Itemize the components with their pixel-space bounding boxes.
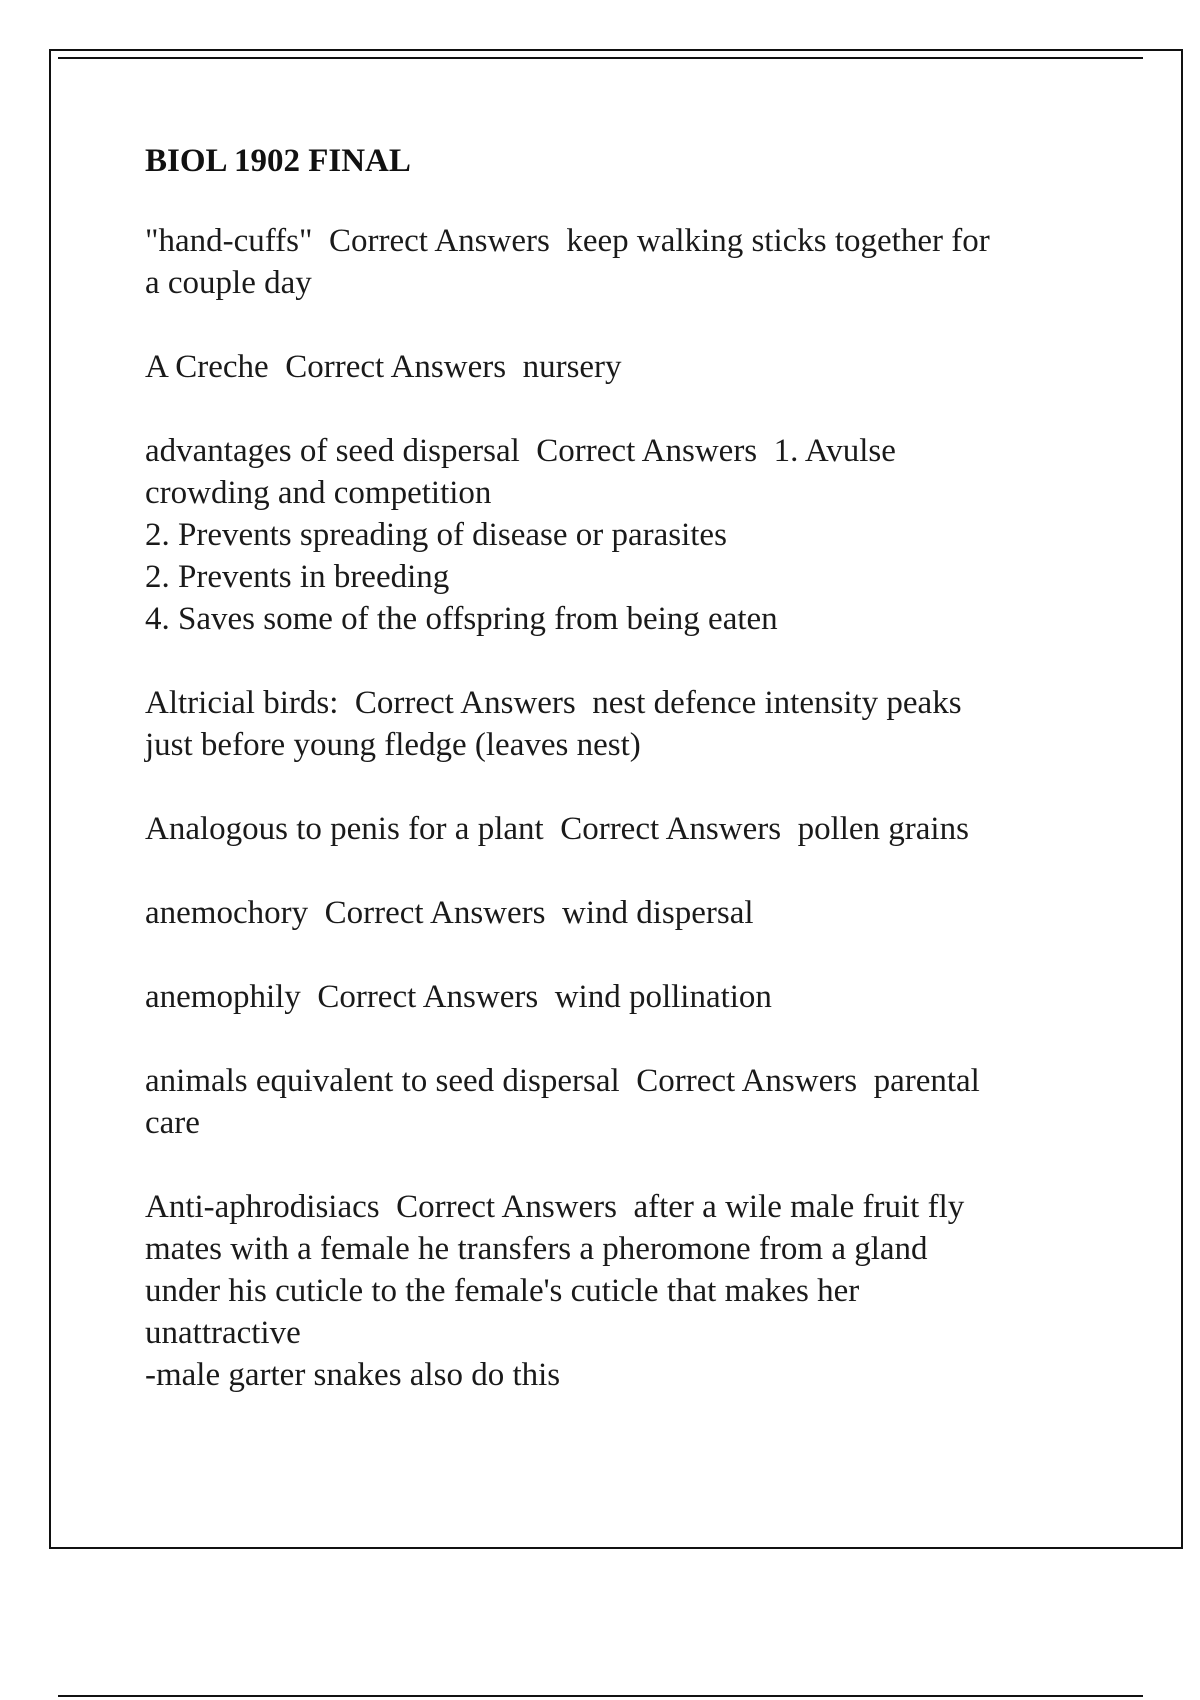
qa-entry: [145, 1060, 1095, 1144]
qa-answer-line: just before young fledge (leaves nest): [145, 727, 641, 763]
qa-term: Altricial birds:: [145, 685, 339, 721]
qa-term: Anti-aphrodisiacs: [145, 1189, 380, 1225]
entries-list: [145, 220, 1095, 1396]
document-title: BIOL 1902 FINAL: [145, 143, 411, 179]
qa-first-line: [145, 430, 1095, 472]
qa-answer-line: 1. Avulse: [773, 433, 896, 469]
qa-answer-line: wind dispersal: [561, 895, 754, 931]
qa-answer-line: after a wile male fruit fly: [633, 1189, 965, 1225]
qa-entry: [145, 682, 1095, 766]
qa-answer-line: mates with a female he transfers a pheromone from a gland: [145, 1231, 928, 1267]
qa-term: animals equivalent to seed dispersal: [145, 1063, 620, 1099]
qa-answer-line: care: [145, 1105, 200, 1141]
qa-answer-line: nest defence intensity peaks: [592, 685, 962, 721]
qa-separator: Correct Answers: [338, 685, 593, 721]
qa-term: A Creche: [145, 349, 269, 385]
qa-first-line: [145, 892, 1095, 934]
qa-separator: Correct Answers: [300, 979, 555, 1015]
qa-first-line: [145, 220, 1095, 262]
qa-separator: Correct Answers: [619, 1063, 874, 1099]
qa-answer-line: crowding and competition: [145, 475, 492, 511]
qa-first-line: [145, 1060, 1095, 1102]
qa-term: "hand-cuffs": [145, 223, 313, 259]
qa-answer-line: -male garter snakes also do this: [145, 1357, 561, 1393]
bottom-rule: [58, 1695, 1143, 1697]
qa-separator: Correct Answers: [519, 433, 774, 469]
qa-answer-line: under his cuticle to the female's cuticle that makes her: [145, 1273, 860, 1309]
qa-answer-line: 2. Prevents spreading of disease or parasites: [145, 517, 727, 553]
qa-entry: [145, 808, 1095, 850]
qa-separator: Correct Answers: [312, 223, 567, 259]
qa-separator: Correct Answers: [543, 811, 798, 847]
qa-entry: [145, 1186, 1095, 1396]
qa-separator: Correct Answers: [379, 1189, 634, 1225]
qa-answer-line: parental: [873, 1063, 980, 1099]
qa-answer-line: pollen grains: [797, 811, 969, 847]
qa-answer-line: 2. Prevents in breeding: [145, 559, 450, 595]
qa-term: Analogous to penis for a plant: [145, 811, 544, 847]
qa-answer-line: a couple day: [145, 265, 312, 301]
qa-first-line: [145, 346, 1095, 388]
qa-entry: [145, 220, 1095, 304]
qa-separator: Correct Answers: [268, 349, 523, 385]
qa-entry: [145, 892, 1095, 934]
qa-term: anemophily: [145, 979, 301, 1015]
qa-separator: Correct Answers: [308, 895, 562, 931]
qa-first-line: [145, 976, 1095, 1018]
qa-answer-line: nursery: [522, 349, 622, 385]
qa-entry: [145, 346, 1095, 388]
qa-entry: [145, 976, 1095, 1018]
qa-answer-line: unattractive: [145, 1315, 301, 1351]
qa-first-line: [145, 808, 1095, 850]
document-body: [145, 140, 1095, 1438]
qa-first-line: [145, 1186, 1095, 1228]
qa-term: anemochory: [145, 895, 309, 931]
qa-answer-line: keep walking sticks together for: [566, 223, 990, 259]
qa-entry: [145, 430, 1095, 640]
qa-term: advantages of seed dispersal: [145, 433, 520, 469]
qa-answer-line: 4. Saves some of the offspring from being eaten: [145, 601, 778, 637]
qa-answer-line: wind pollination: [554, 979, 772, 1015]
qa-first-line: [145, 682, 1095, 724]
